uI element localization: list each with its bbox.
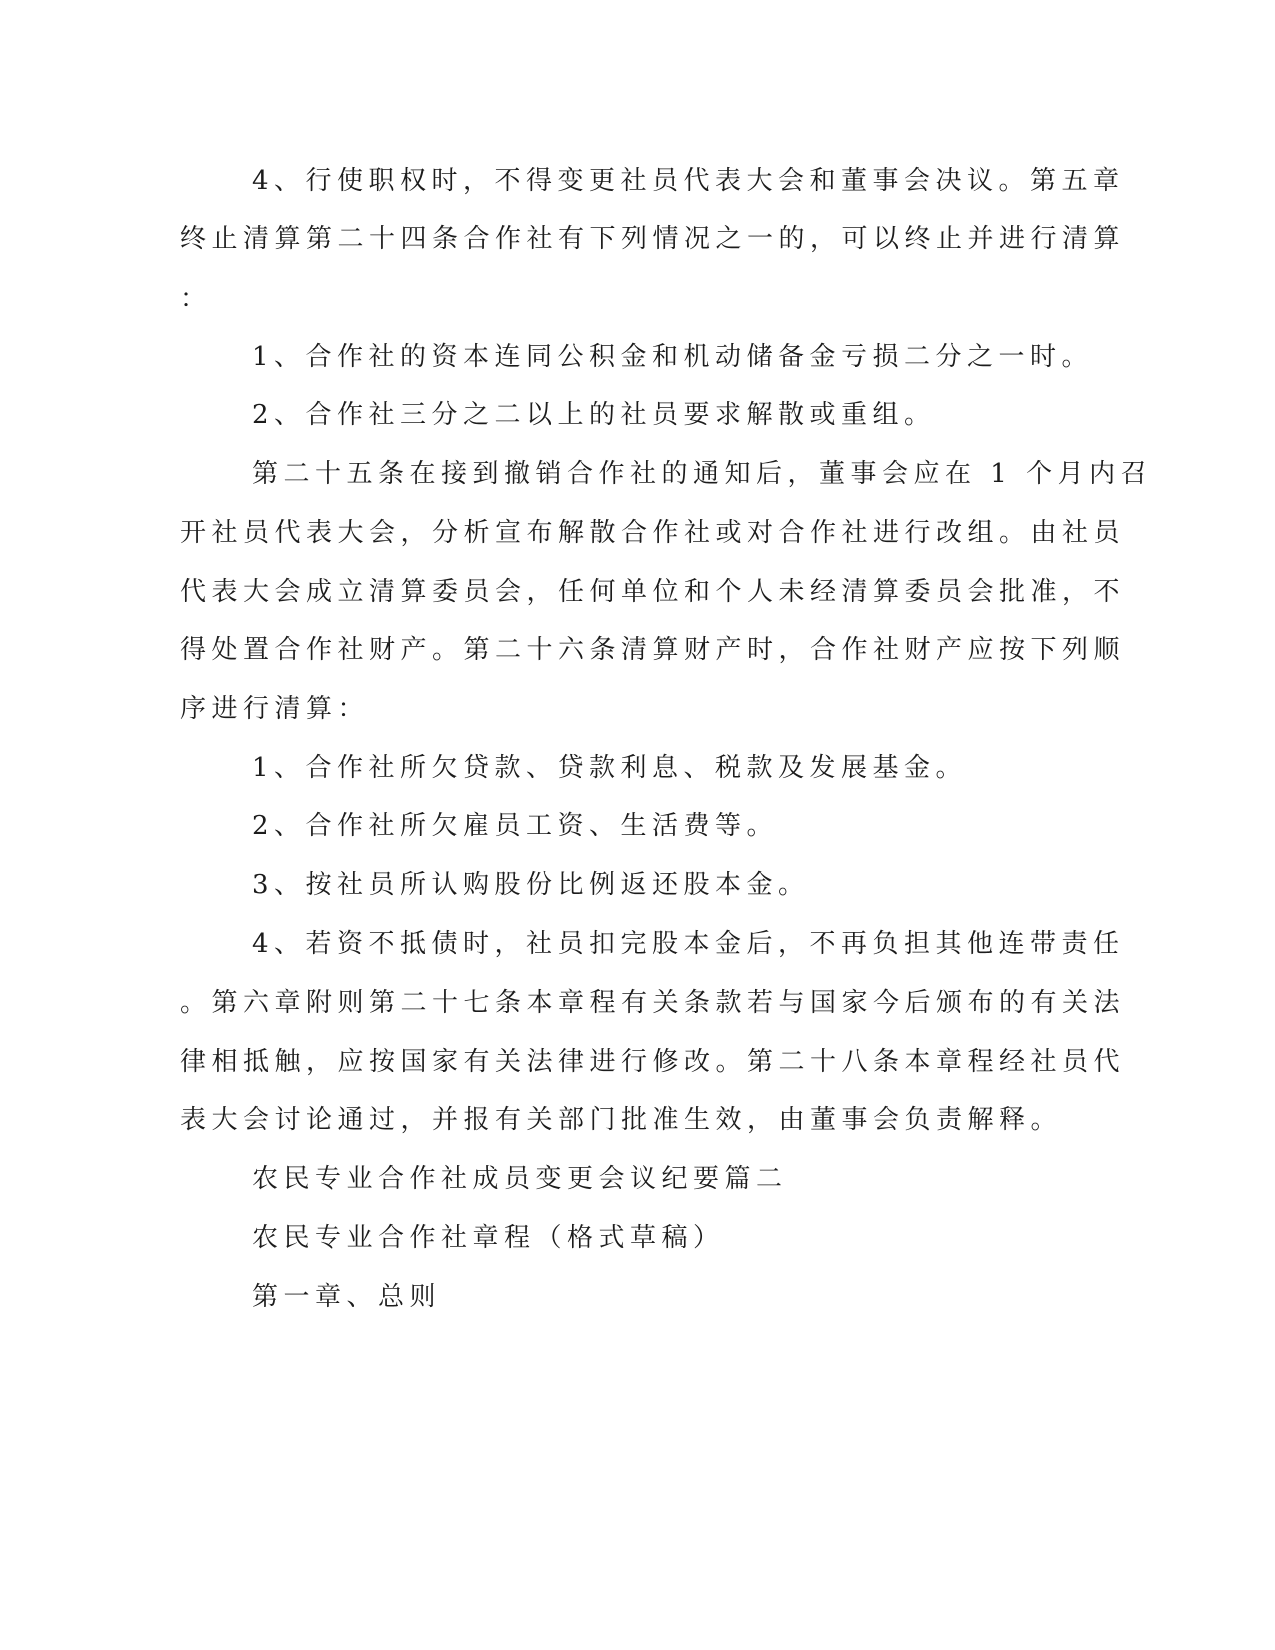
text-line: ： [180,284,212,314]
text-line: 4、行使职权时，不得变更社员代表大会和董事会决议。第五章 [252,166,1125,196]
text-line: 开社员代表大会，分析宣布解散合作社或对合作社进行改组。由社员 [180,518,1126,548]
text-line: 律相抵触，应按国家有关法律进行修改。第二十八条本章程经社员代 [180,1047,1126,1077]
text-line: 1、合作社所欠贷款、贷款利息、税款及发展基金。 [252,753,968,783]
text-line: 得处置合作社财产。第二十六条清算财产时，合作社财产应按下列顺 [180,635,1126,665]
text-line: 1、合作社的资本连同公积金和机动储备金亏损二分之一时。 [252,342,1094,372]
text-line: 终止清算第二十四条合作社有下列情况之一的，可以终止并进行清算 [180,224,1126,254]
text-line: 3、按社员所认购股份比例返还股本金。 [252,870,810,900]
chapter-heading: 第一章、总则 [252,1282,442,1312]
text-line: 第二十五条在接到撤销合作社的通知后，董事会应在 1 个月内召 [252,459,1153,489]
text-line: 代表大会成立清算委员会，任何单位和个人未经清算委员会批准，不 [180,577,1126,607]
text-line: 2、合作社所欠雇员工资、生活费等。 [252,811,779,841]
text-line: 4、若资不抵债时，社员扣完股本金后，不再负担其他连带责任 [252,929,1125,959]
section-heading: 农民专业合作社章程（格式草稿） [252,1223,725,1253]
text-line: 序进行清算： [180,694,370,724]
text-line: 2、合作社三分之二以上的社员要求解散或重组。 [252,400,936,430]
text-line: 表大会讨论通过，并报有关部门批准生效，由董事会负责解释。 [180,1105,1063,1135]
section-heading: 农民专业合作社成员变更会议纪要篇二 [252,1164,788,1194]
text-line: 。第六章附则第二十七条本章程有关条款若与国家今后颁布的有关法 [180,988,1126,1018]
